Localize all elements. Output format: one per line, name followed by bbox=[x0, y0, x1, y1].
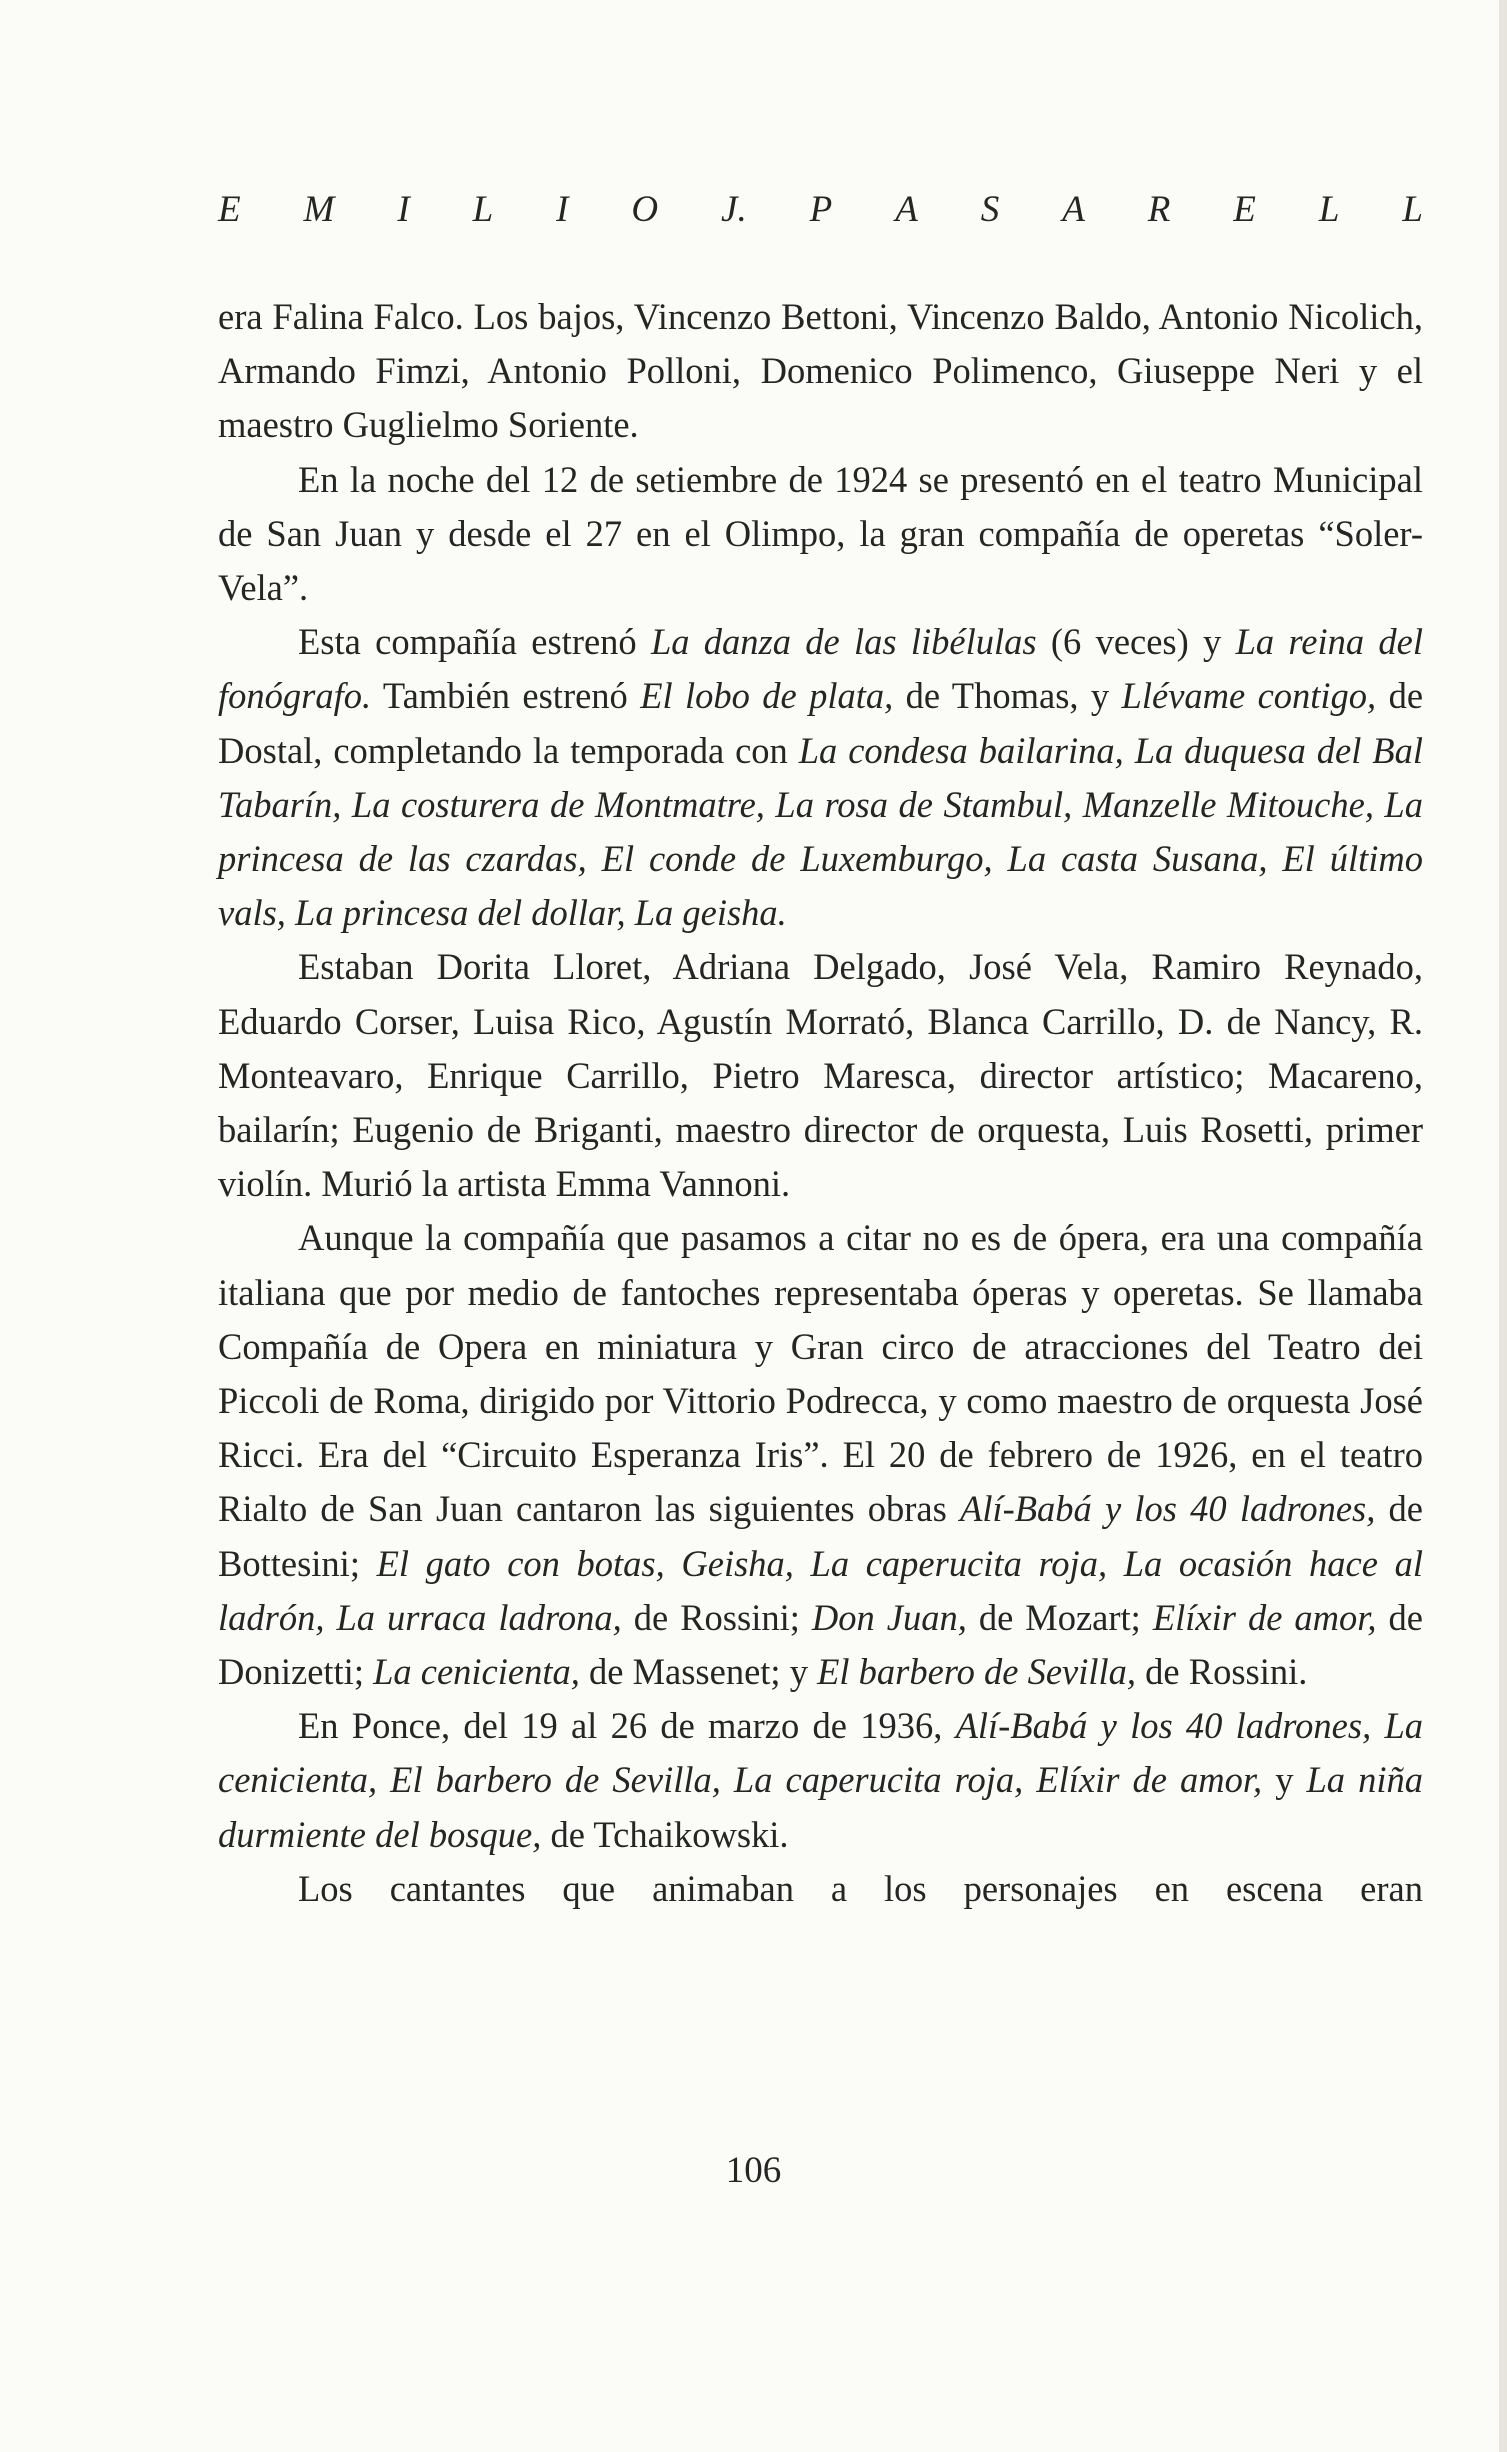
running-head-letter: M bbox=[303, 189, 335, 230]
text-run: Aunque la compañía que pasamos a citar no es de ópera, era una compañía italiana que por medio de fantoches representaba óperas y operetas. Se llamaba Compañía de Opera en miniatura y Gran circo de atracciones del Teatro dei Piccoli de Roma, dirigido por Vittorio Podrecca, y como maestro de orquesta José Ricci. Era del “Circuito Esperanza Iris”. El 20 de febrero de 1926, en el teatro Rialto de San Juan cantaron las siguientes obras bbox=[218, 1217, 1423, 1530]
text-run: En la noche del 12 de setiembre de 1924 se presentó en el teatro Municipal de San Juan y desde el 27 en el Olimpo, la gran compañía de operetas “Soler-Vela”. bbox=[218, 458, 1423, 609]
text-run: de Rossini. bbox=[1136, 1651, 1308, 1693]
text-run: de Dostal, completando la temporada con bbox=[218, 675, 1424, 771]
paragraph bbox=[218, 453, 1423, 616]
italic-title-run: El gato con botas, Geisha, La caperucita roja, La ocasión hace al ladrón, La urraca ladrona, bbox=[218, 1542, 1423, 1638]
running-head-letter: E bbox=[218, 189, 241, 230]
text-run: de Thomas, y bbox=[893, 675, 1122, 717]
paragraph bbox=[218, 615, 1423, 940]
text-run: de Donizetti; bbox=[218, 1596, 1423, 1693]
running-head bbox=[218, 180, 1423, 240]
italic-title-run: La condesa bailarina, La duquesa del Bal Tabarín, La costurera de Montmatre, La rosa de Stambul, Manzelle Mitouche, La princesa de las czardas, El conde de Luxemburgo, La casta Susana, El último vals, La princesa del dollar, La geisha. bbox=[218, 729, 1423, 934]
italic-title-run: El barbero de Sevilla, bbox=[817, 1651, 1137, 1693]
running-head-letter: I bbox=[556, 189, 569, 230]
running-head-letter: S bbox=[980, 189, 1000, 230]
paragraph bbox=[218, 1699, 1423, 1862]
text-run: Esta compañía estrenó bbox=[298, 621, 651, 663]
text-run: (6 veces) y bbox=[1036, 621, 1236, 663]
paragraph bbox=[218, 1211, 1423, 1699]
running-head-letter: A bbox=[895, 189, 918, 230]
running-head-letter: O bbox=[631, 189, 659, 230]
italic-title-run: Elíxir de amor, bbox=[1152, 1596, 1377, 1638]
italic-title-run: Llévame contigo, bbox=[1121, 675, 1377, 717]
paragraph bbox=[218, 940, 1423, 1211]
running-head-letter: L bbox=[1402, 189, 1423, 230]
text-run: de Tchaikowski. bbox=[541, 1813, 789, 1855]
italic-title-run: Alí-Babá y los 40 ladrones, bbox=[960, 1488, 1376, 1530]
running-head-letter: L bbox=[472, 189, 494, 230]
italic-title-run: La cenicienta, bbox=[373, 1651, 580, 1693]
italic-title-run: La danza de las libélulas bbox=[650, 621, 1037, 663]
running-head-letter: J. bbox=[721, 189, 747, 230]
running-head-letter: L bbox=[1318, 189, 1340, 230]
text-run: de Rossini; bbox=[621, 1596, 812, 1638]
italic-title-run: Alí-Babá y los 40 ladrones, La cenicienta, El barbero de Sevilla, La caperucita roja, Elíxir de amor, bbox=[218, 1705, 1423, 1801]
running-head-letter: E bbox=[1233, 189, 1256, 230]
italic-title-run: La reina del fonógrafo. bbox=[218, 621, 1423, 717]
text-run: de Massenet; y bbox=[579, 1651, 818, 1693]
italic-title-run: Don Juan, bbox=[811, 1596, 967, 1638]
paragraph bbox=[218, 1862, 1423, 1916]
italic-title-run: La niña durmiente del bosque, bbox=[218, 1759, 1423, 1855]
text-run: Los cantantes que animaban a los personajes en escena eran bbox=[298, 1867, 1423, 1909]
running-head-letter: I bbox=[397, 189, 410, 230]
text-run: Estaban Dorita Lloret, Adriana Delgado, José Vela, Ramiro Reynado, Eduardo Corser, Luisa Rico, Agustín Morrató, Blanca Carrillo, D. de Nancy, R. Monteavaro, Enrique Carrillo, Pietro Maresca, director artístico; Macareno, bailarín; Eugenio de Briganti, maestro director de orquesta, Luis Rosetti, primer violín. Murió la artista Emma Vannoni. bbox=[218, 946, 1423, 1205]
text-run: de Mozart; bbox=[966, 1596, 1153, 1638]
running-head-letter: A bbox=[1062, 189, 1085, 230]
text-run: de Bottesini; bbox=[218, 1488, 1423, 1584]
page-number: 106 bbox=[725, 2150, 782, 2191]
italic-title-run: El lobo de plata, bbox=[640, 675, 894, 717]
page-edge-shadow bbox=[1499, 0, 1507, 2452]
running-head-letter: R bbox=[1147, 189, 1171, 230]
running-head-letter: P bbox=[809, 189, 833, 230]
text-run: y bbox=[1262, 1759, 1307, 1801]
text-run: También estrenó bbox=[371, 675, 641, 717]
text-run: En Ponce, del 19 al 26 de marzo de 1936, bbox=[298, 1705, 956, 1747]
text-run: era Falina Falco. Los bajos, Vincenzo Bettoni, Vincenzo Baldo, Antonio Nicolich, Armando Fimzi, Antonio Polloni, Domenico Polimenco, Giuseppe Neri y el maestro Guglielmo Soriente. bbox=[218, 296, 1423, 446]
body-text bbox=[218, 290, 1423, 1916]
paragraph bbox=[218, 290, 1423, 453]
